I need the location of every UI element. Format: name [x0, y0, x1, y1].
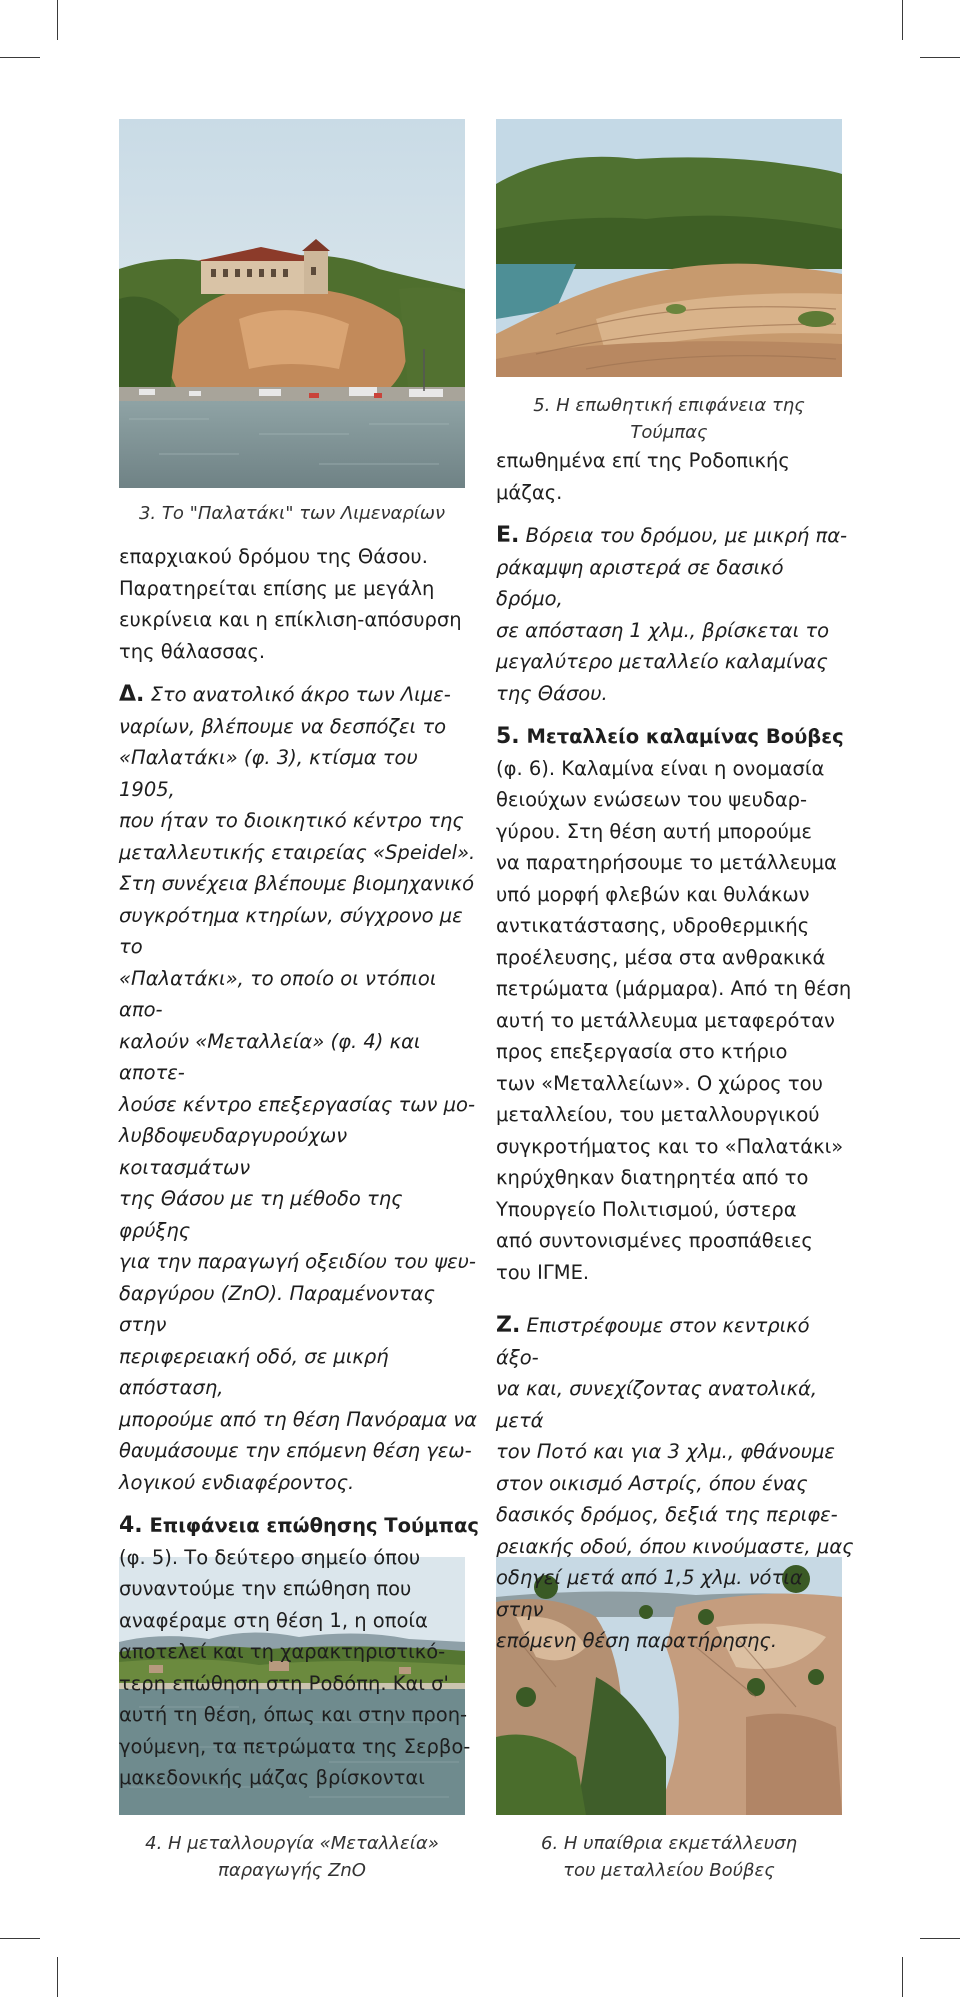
- text-line: περιφερειακή οδό, σε μικρή απόσταση,: [119, 1344, 389, 1399]
- crop-mark: [57, 1957, 58, 1997]
- text-line: μάζας.: [496, 480, 563, 504]
- section-d-line: [119, 679, 479, 711]
- text-line: λυβδοψευδαργυρούχων κοιτασμάτων: [119, 1124, 348, 1179]
- text-line: λούσε κέντρο επεξεργασίας των μο-: [119, 1092, 476, 1116]
- caption-fig4-line: παραγωγής ZnO: [218, 1860, 366, 1881]
- text-line: μακεδονικής μάζας βρίσκονται: [119, 1766, 425, 1789]
- text-line: αποτελεί και τη χαρακτηριστικό-: [119, 1640, 446, 1663]
- section-5-title: Μεταλλείο καλαμίνας Βούβες: [519, 725, 844, 748]
- text-line: από συντονισμένες προσπάθειες: [496, 1229, 813, 1252]
- text-line: πετρώματα (μάρμαρα). Από τη θέση: [496, 977, 852, 1000]
- text-line: ευκρίνεια και η επίκλιση-απόσυρση: [119, 608, 462, 631]
- text-line: μεγαλύτερο μεταλλείο καλαμίνας: [496, 650, 828, 673]
- text-line: προς επεξεργασία στο κτήριο: [496, 1040, 788, 1063]
- crop-mark: [902, 0, 903, 40]
- text-line: «Παλατάκι», το οποίο οι ντόπιοι απο-: [119, 966, 437, 1021]
- text-line: των «Μεταλλείων». Ο χώρος του: [496, 1071, 823, 1095]
- text-line: δασικός δρόμος, δεξιά της περιφε-: [496, 1503, 838, 1526]
- text-line: της θάλασσας.: [119, 639, 266, 663]
- text-line: αναφέραμε στη θέση 1, η οποία: [119, 1608, 428, 1632]
- text-line: τερη επώθηση στη Ροδόπη. Και σ': [119, 1671, 449, 1695]
- text-line: ρειακής οδού, όπου κινούμαστε, μας: [496, 1534, 854, 1558]
- text-line: θειούχων ενώσεων του ψευδαρ-: [496, 788, 808, 811]
- text-line: αντικατάστασης, υδροθερμικής: [496, 914, 810, 937]
- text-span: Βόρεια του δρόμου, με μικρή πα-: [519, 524, 848, 547]
- text-line: στον οικισμό Αστρίς, όπου ένας: [496, 1471, 808, 1495]
- section-z-letter: Ζ.: [496, 1313, 521, 1338]
- text-line: δαργύρου (ZnO). Παραμένοντας στην: [119, 1281, 435, 1336]
- text-span: Στο ανατολικό άκρο των Λιμε-: [144, 683, 451, 706]
- text-line: μπορούμε από τη θέση Πανόραμα να: [119, 1407, 477, 1431]
- text-line: γύρου. Στη θέση αυτή μπορούμε: [496, 819, 812, 843]
- section-z-line: [496, 1310, 856, 1373]
- text-line: Υπουργείο Πολιτισμού, ύστερα: [496, 1197, 797, 1221]
- text-line: επαρχιακού δρόμου της Θάσου.: [119, 545, 428, 568]
- text-line: συναντούμε την επώθηση που: [119, 1577, 412, 1600]
- caption-fig4: [119, 1830, 465, 1884]
- section-4-heading: [119, 1510, 479, 1542]
- text-line: της Θάσου.: [496, 681, 608, 705]
- text-line: ναρίων, βλέπουμε να δεσπόζει το: [119, 714, 447, 738]
- text-line: συγκρότημα κτηρίων, σύγχρονο με το: [119, 903, 463, 958]
- text-line: (φ. 5). Το δεύτερο σημείο όπου: [119, 1545, 421, 1569]
- section-e-letter: Ε.: [496, 523, 520, 548]
- crop-mark: [902, 1957, 903, 1997]
- text-line: (φ. 6). Καλαμίνα είναι η ονομασία: [496, 756, 825, 780]
- text-line: να και, συνεχίζοντας ανατολικά, μετά: [496, 1377, 818, 1432]
- section-e-line: [496, 520, 856, 552]
- photo-toumpa: [496, 119, 842, 377]
- caption-fig6-line: του μεταλλείου Βούβες: [563, 1860, 775, 1881]
- text-line: λογικού ενδιαφέροντος.: [119, 1470, 355, 1494]
- section-4-number: 4.: [119, 1513, 143, 1538]
- section-5-number: 5.: [496, 724, 520, 749]
- crop-mark: [57, 0, 58, 40]
- photo-palataki: [119, 119, 465, 488]
- text-line: υπό μορφή φλεβών και θυλάκων: [496, 882, 810, 906]
- text-line: του ΙΓΜΕ.: [496, 1260, 590, 1284]
- text-line: Παρατηρείται επίσης με μεγάλη: [119, 576, 435, 600]
- section-4-title: Επιφάνεια επώθησης Τούμπας: [142, 1514, 479, 1537]
- text-line: κηρύχθηκαν διατηρητέα από το: [496, 1166, 809, 1189]
- text-line: ράκαμψη αριστερά σε δασικό δρόμο,: [496, 555, 784, 610]
- text-line: μεταλλευτικής εταιρείας «Speidel».: [119, 840, 476, 864]
- section-5-heading: [496, 721, 856, 753]
- caption-fig4-line: 4. Η μεταλλουργία «Μεταλλεία»: [145, 1833, 439, 1854]
- text-line: προέλευσης, μέσα στα ανθρακικά: [496, 945, 826, 969]
- crop-mark: [920, 1938, 960, 1939]
- text-line: αυτή τη θέση, όπως και στην προη-: [119, 1703, 468, 1726]
- right-text-column: [496, 445, 856, 1657]
- text-line: σε απόσταση 1 χλμ., βρίσκεται το: [496, 618, 830, 642]
- text-line: επόμενη θέση παρατήρησης.: [496, 1629, 778, 1652]
- text-line: αυτή το μετάλλευμα μεταφερόταν: [496, 1008, 835, 1032]
- left-text-column: [119, 541, 479, 1794]
- text-line: συγκροτήματος και το «Παλατάκι»: [496, 1134, 844, 1158]
- caption-fig6: [496, 1830, 842, 1884]
- text-line: Στη συνέχεια βλέπουμε βιομηχανικό: [119, 872, 475, 895]
- caption-fig6-line: 6. Η υπαίθρια εκμετάλλευση: [541, 1833, 797, 1854]
- section-d-letter: Δ.: [119, 682, 145, 707]
- text-line: τον Ποτό και για 3 χλμ., φθάνουμε: [496, 1440, 835, 1463]
- text-line: θαυμάσουμε την επόμενη θέση γεω-: [119, 1439, 472, 1462]
- text-line: καλούν «Μεταλλεία» (φ. 4) και αποτε-: [119, 1029, 421, 1084]
- text-line: μεταλλείου, του μεταλλουργικού: [496, 1103, 820, 1126]
- text-line: «Παλατάκι» (φ. 3), κτίσμα του 1905,: [119, 746, 418, 801]
- text-line: που ήταν το διοικητικό κέντρο της: [119, 809, 464, 832]
- text-line: να παρατηρήσουμε το μετάλλευμα: [496, 851, 837, 874]
- text-line: για την παραγωγή οξειδίου του ψευ-: [119, 1250, 476, 1273]
- text-line: οδηγεί μετά από 1,5 χλμ. νότια στην: [496, 1566, 803, 1621]
- crop-mark: [920, 57, 960, 58]
- text-span: Επιστρέφουμε στον κεντρικό άξο-: [496, 1314, 810, 1369]
- caption-fig3: 3. Το "Παλατάκι" των Λιμεναρίων: [138, 503, 446, 524]
- caption-fig5: 5. Η επωθητική επιφάνεια της Τούμπας: [533, 395, 805, 443]
- text-line: επωθημένα επί της Ροδοπικής: [496, 449, 790, 472]
- crop-mark: [0, 57, 40, 58]
- crop-mark: [0, 1938, 40, 1939]
- text-line: γούμενη, τα πετρώματα της Σερβο-: [119, 1734, 471, 1758]
- text-line: της Θάσου με τη μέθοδο της φρύξης: [119, 1187, 403, 1242]
